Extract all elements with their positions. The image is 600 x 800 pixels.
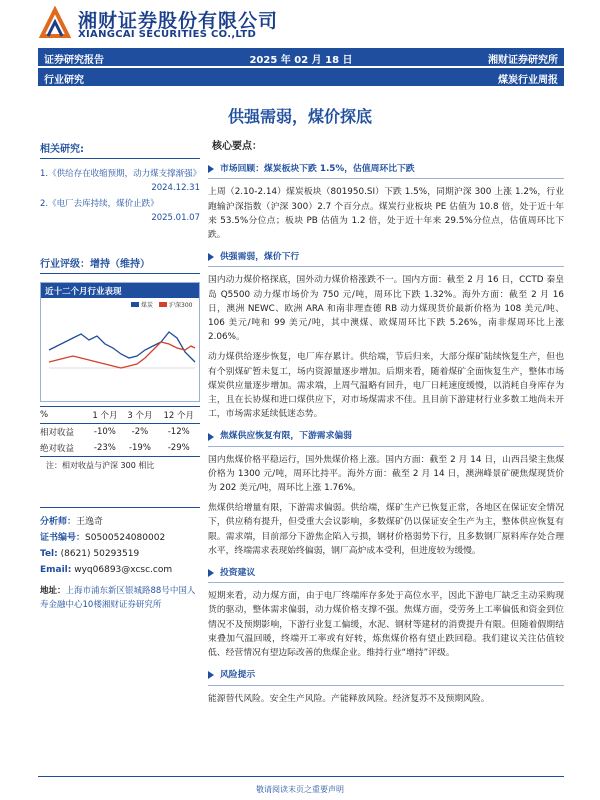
email-label: Email: [40, 565, 72, 575]
table-row [40, 440, 200, 457]
address: 上海市浦东新区银城路88号中国人寿金融中心10楼湘财证券研究所 [40, 586, 196, 610]
bullet-arrow-icon [208, 253, 214, 261]
section-heading: 供强需弱，煤价下行 [208, 250, 564, 267]
table-cell: -10% [93, 427, 116, 437]
related-item-title: 1.《供给存在收缩预期，动力煤支撑渐强》 [40, 169, 202, 179]
section-paragraph: 动力煤供给逐步恢复，电厂库存累计。供给端，节后归来，大部分煤矿陆续恢复生产，但也有个别煤矿暂未复工，场内资源量逐步增加。后期来看，随着煤矿全面恢复生产，整体市场煤炭供应量逐步增加。需求端，上周气温略有回升，电厂日耗速度缓慢，以消耗自身库存为主，且在长协煤和进口煤供应下，对市场煤需求不佳。且目前下游建材行业多数工地尚未开工，市场需求延续低迷态势。 [208, 352, 564, 420]
page-title: 供强需弱，煤价探底 [227, 107, 372, 126]
header-bar-top [38, 48, 564, 66]
legend-label-coal: 煤炭 [141, 302, 154, 309]
section-paragraph: 国内动力煤价格探底，国外动力煤价格涨跌不一。国内方面：截至 2 月 16 日，CCTD 秦皇岛 Q5500 动力煤市场价为 750 元/吨，周环比下跌 1.32%。海外方面：截至 2 月 16 日，澳洲 NEWC、欧洲 ARA 和南非理查德 RB 动力煤现货价最新价格为 108 美元/吨、106 美元/吨和 99 美元/吨，其中澳煤、欧煤周环比下跌 5.26%，南非煤周环比上涨 2.06%。 [208, 275, 564, 343]
bullet-arrow-icon [208, 165, 214, 173]
industry-rating: 行业评级：增持（维持） [40, 255, 200, 274]
related-item[interactable] [40, 167, 200, 195]
performance-chart [40, 282, 200, 402]
cert-number: S0500524080002 [85, 533, 166, 543]
table-cell: -12% [167, 427, 190, 437]
key-points-heading: 核心要点： [212, 141, 262, 152]
section-paragraph: 焦煤供给增量有限，下游需求偏弱。供给端，煤矿生产已恢复正常，各地区在保证安全情况下，供应稍有提升，但受重大会议影响，多数煤矿仍以保证安全生产为主，整体供应恢复有限。需求端，目前部分下游焦企陷入亏损，钢材价格弱势下行，且多数钢厂原料库存处合理水平，终端需求表现始终偏弱，钢厂高炉成本受利，但进度较为缓慢。 [208, 503, 564, 556]
related-item[interactable] [40, 197, 200, 225]
footer-divider [38, 776, 564, 777]
legend-swatch-coal [131, 302, 139, 307]
legend-swatch-csi300 [159, 302, 167, 307]
company-logo-icon [38, 6, 72, 40]
section-heading: 市场回顾：煤炭板块下跌 1.5%，估值周环比下跌 [208, 162, 564, 179]
report-type: 证券研究报告 [44, 55, 104, 66]
table-row [40, 424, 200, 441]
section-paragraph: 国内焦煤价格平稳运行，国外焦煤价格上涨。国内方面：截至 2 月 14 日，山西吕梁主焦煤价格为 1300 元/吨，周环比持平。海外方面：截至 2 月 14 日，澳洲峰景矿硬焦煤现货价为 202 美元/吨，周环比上涨 1.76%。 [208, 454, 564, 494]
table-header-row [40, 407, 200, 424]
table-header-cell: 3 个月 [122, 407, 157, 424]
tel-label: Tel: [40, 549, 58, 559]
chart-title: 近十二个月行业表现 [41, 283, 199, 298]
bullet-arrow-icon [208, 433, 214, 441]
bullet-arrow-icon [208, 569, 214, 577]
table-header-cell: 12 个月 [157, 407, 200, 424]
table-cell: 相对收益 [40, 428, 75, 438]
report-date: 2025 年 02 月 18 日 [249, 55, 353, 66]
series-line-coal [49, 332, 195, 362]
cert-label: 证书编号： [40, 533, 86, 543]
table-cell: -29% [157, 440, 200, 457]
company-logo [38, 4, 338, 44]
table-header-cell: 1 个月 [87, 407, 122, 424]
table-note: 注：相对收益与沪深 300 相比 [46, 461, 155, 470]
table-cell: -2% [131, 427, 149, 437]
section-paragraph: 上周（2.10-2.14）煤炭板块（801950.SI）下跌 1.5%，同期沪深 300 上涨 1.2%，行业跑输沪深指数（沪深 300）2.7 个百分点。煤炭行业板块 PE 估值为 10.8 倍，处于近十年来 53.5%分位点；板块 PB 估值为 1.2 倍，处于近十年来 29.5%分位点，估值周环比下跌。 [208, 187, 564, 241]
report-category: 行业研究 [44, 75, 84, 86]
section-paragraph: 短期来看，动力煤方面，由于电厂终端库存多处于高位水平，因此下游电厂缺乏主动采购现货的驱动，整体需求偏弱，动力煤价格支撑不强。焦煤方面，受劳务上工率偏低和资金到位情况不及预期影响，下游行业复工偏缓，水泥、钢材等建材的消费提升有限。但随着假期结束叠加气温回暖，终端开工率或有好转，炼焦煤价格有望止跌回稳。我们建议关注估值较低、经营情况有望边际改善的焦煤企业。维持行业“增持”评级。 [208, 591, 564, 659]
sidebar [40, 140, 200, 612]
report-series: 煤炭行业周报 [498, 75, 558, 86]
company-name-en: XIANGCAI SECURITIES CO.,LTD [78, 29, 257, 40]
table-cell: -23% [87, 440, 122, 457]
main-content [208, 140, 564, 706]
performance-table [40, 406, 200, 457]
section-heading: 焦煤供应恢复有限，下游需求偏弱 [208, 429, 564, 446]
section-paragraph: 能源替代风险。安全生产风险。产能释放风险。经济复苏不及预期风险。 [208, 693, 490, 704]
chart-plot [41, 298, 199, 401]
addr-label: 地址： [40, 586, 66, 596]
analyst-info [40, 507, 200, 612]
section-heading: 风险提示 [208, 668, 564, 685]
header-bar-bottom [38, 68, 564, 86]
legend-label-csi300: 沪深300 [169, 302, 193, 309]
tel-number: (8621) 50293519 [60, 549, 140, 559]
footer-disclaimer[interactable]: 敬请阅读末页之重要声明 [256, 785, 344, 794]
institute-name: 湘财证券研究所 [488, 55, 558, 66]
related-item-date: 2024.12.31 [151, 183, 200, 193]
table-cell: -19% [122, 440, 157, 457]
analyst-name: 王逸奇 [76, 517, 104, 527]
table-cell: 绝对收益 [40, 440, 87, 457]
related-item-date: 2025.01.07 [151, 213, 200, 223]
table-header-cell: % [40, 407, 87, 424]
section-heading: 投资建议 [208, 566, 564, 583]
related-heading: 相关研究: [40, 140, 200, 159]
company-name-cn: 湘财证券股份有限公司 [78, 10, 279, 32]
bullet-arrow-icon [208, 671, 214, 679]
analyst-label: 分析师： [40, 517, 77, 527]
email-address[interactable]: wyq06893@xcsc.com [74, 565, 173, 575]
related-item-title: 2.《电厂去库持续，煤价止跌》 [40, 199, 159, 209]
